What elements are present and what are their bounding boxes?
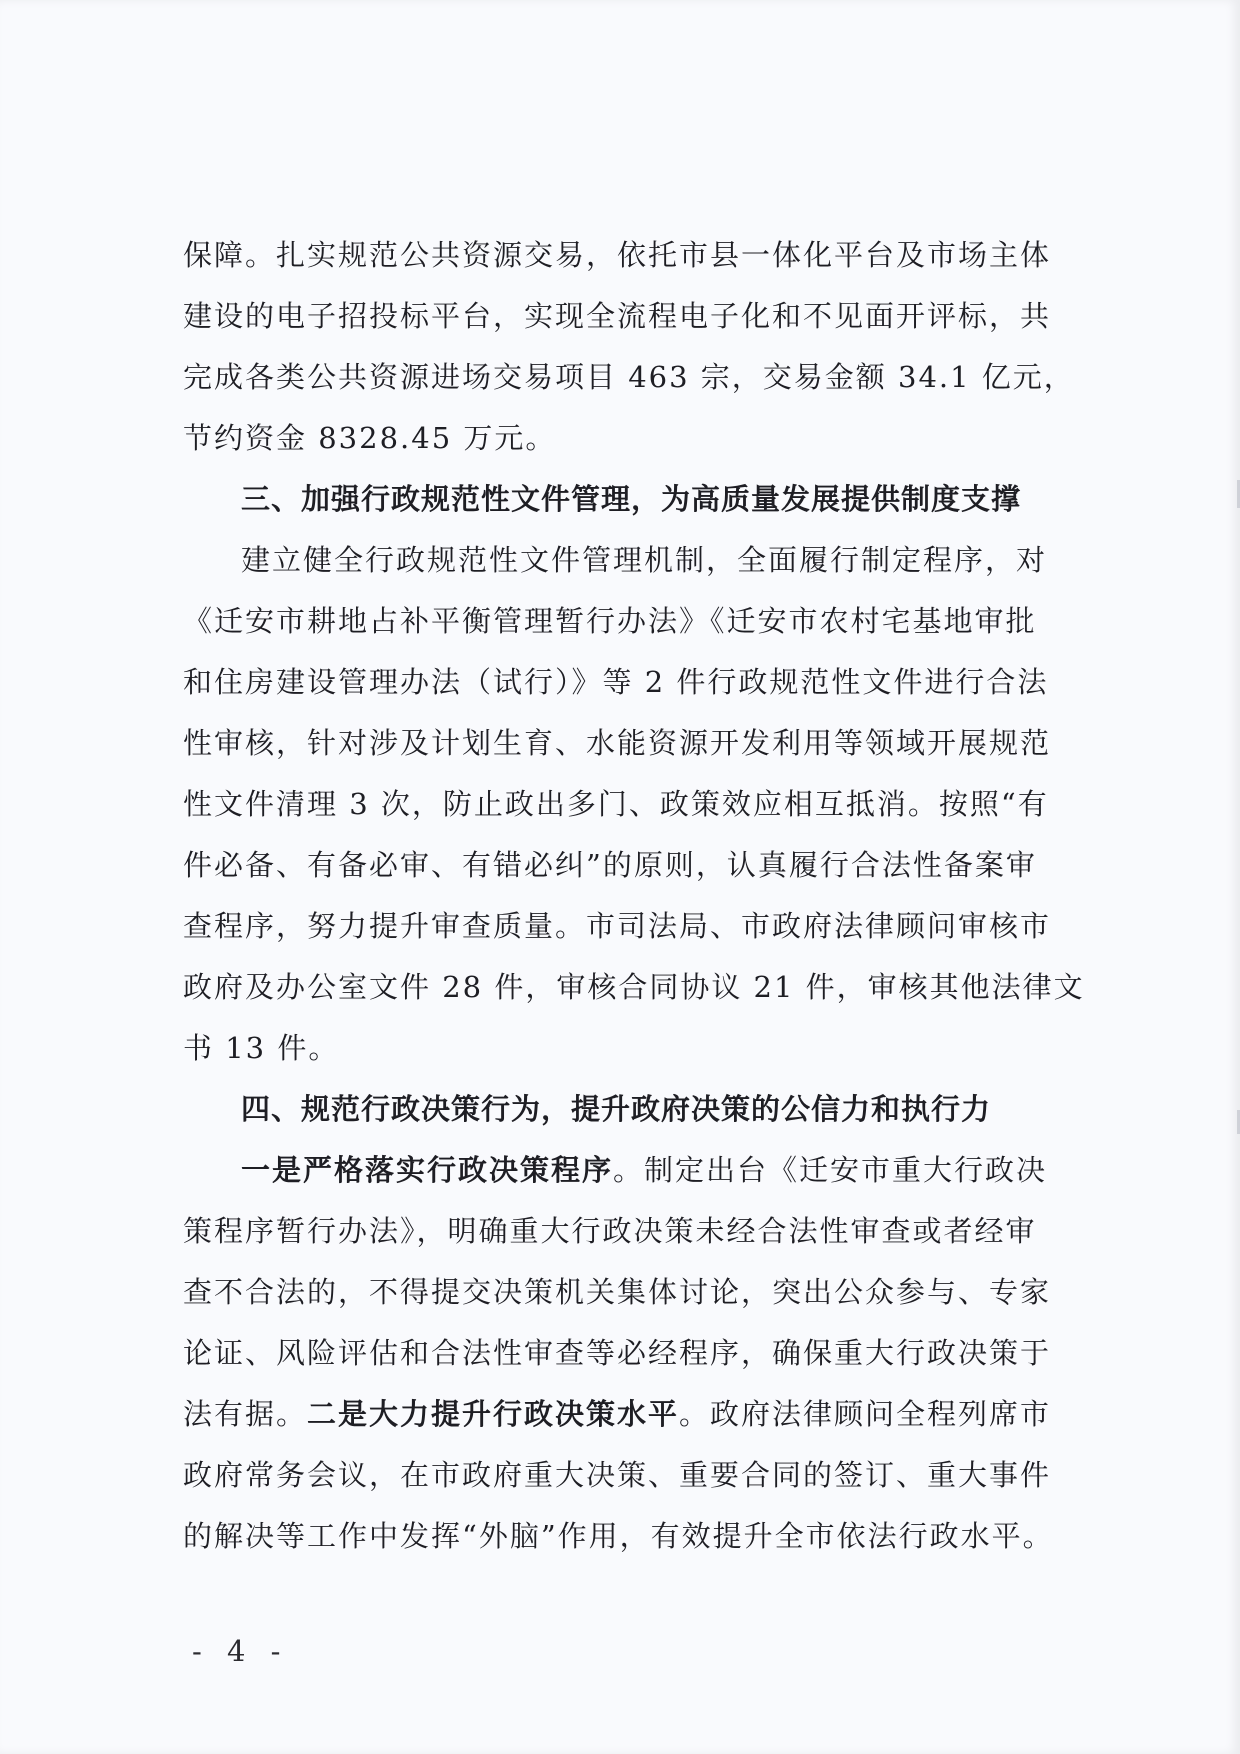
paragraph-line: 政府及办公室文件 28 件，审核合同协议 21 件，审核其他法律文: [183, 970, 1085, 1004]
paragraph-line: 保障。扎实规范公共资源交易，依托市县一体化平台及市场主体: [183, 238, 1052, 272]
paragraph-line: 论证、风险评估和合法性审查等必经程序，确保重大行政决策于: [183, 1336, 1052, 1370]
paragraph-line: 建设的电子招投标平台，实现全流程电子化和不见面开评标，共: [183, 299, 1052, 333]
paragraph-line: 《迁安市耕地占补平衡管理暂行办法》《迁安市农村宅基地审批: [183, 604, 1037, 638]
paragraph-text: 。制定出台《迁安市重大行政决: [613, 1153, 1048, 1187]
section-heading-3: 三、加强行政规范性文件管理，为高质量发展提供制度支撑: [241, 482, 1022, 516]
emphasis-text: 一是严格落实行政决策程序: [241, 1153, 614, 1187]
paragraph-line: 的解决等工作中发挥“外脑”作用，有效提升全市依法行政水平。: [183, 1519, 1054, 1553]
paragraph-line: 查程序，努力提升审查质量。市司法局、市政府法律顾问审核市: [183, 909, 1052, 943]
paragraph-text: 。政府法律顾问全程列席市: [679, 1397, 1052, 1431]
page-number: - 4 -: [192, 1634, 289, 1668]
paragraph-text: 法有据。: [183, 1397, 308, 1431]
paragraph-line: [183, 1384, 1089, 1445]
paragraph-line: 完成各类公共资源进场交易项目 463 宗，交易金额 34.1 亿元，: [183, 360, 1075, 394]
paragraph-line: [183, 1140, 1089, 1201]
paragraph-line: 和住房建设管理办法（试行）》等 2 件行政规范性文件进行合法: [183, 665, 1049, 699]
paragraph-line: 性文件清理 3 次，防止政出多门、政策效应相互抵消。按照“有: [183, 787, 1049, 821]
paragraph-line: 性审核，针对涉及计划生育、水能资源开发利用等领域开展规范: [183, 726, 1052, 760]
paragraph-line: 件必备、有备必审、有错必纠”的原则，认真履行合法性备案审: [183, 848, 1037, 882]
emphasis-text: 二是大力提升行政决策水平: [307, 1397, 680, 1431]
paragraph-line: 建立健全行政规范性文件管理机制，全面履行制定程序，对: [241, 543, 1048, 577]
paragraph-line: 策程序暂行办法》，明确重大行政决策未经合法性审查或者经审: [183, 1214, 1037, 1248]
paragraph-line: 节约资金 8328.45 万元。: [183, 421, 557, 455]
paragraph-line: 书 13 件。: [183, 1031, 340, 1065]
body-text: [183, 225, 1089, 1567]
paragraph-line: 查不合法的，不得提交决策机关集体讨论，突出公众参与、专家: [183, 1275, 1052, 1309]
paragraph-line: 政府常务会议，在市政府重大决策、重要合同的签订、重大事件: [183, 1458, 1052, 1492]
section-heading-4: 四、规范行政决策行为，提升政府决策的公信力和执行力: [241, 1092, 992, 1126]
